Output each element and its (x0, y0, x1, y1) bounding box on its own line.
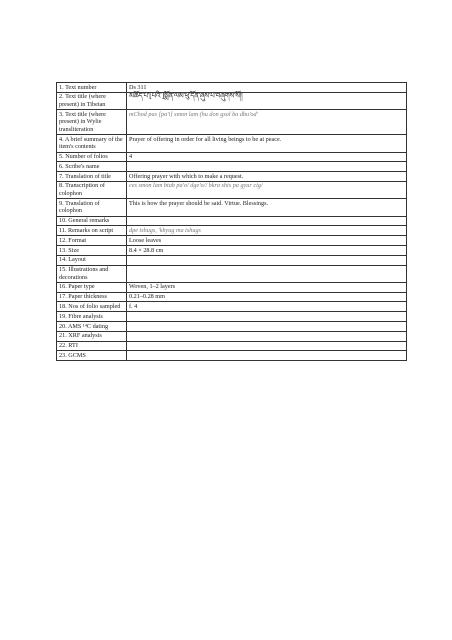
field-label: 15. Illustrations and decorations (57, 265, 127, 282)
field-label: 21. XRF analysis (57, 331, 127, 341)
table-row (57, 162, 407, 172)
field-value: mChod pas [pa'i] smon lam (hu don gsol ba dbu'od' (127, 110, 407, 135)
field-value: མཆོད་པ་[པའི་]སྨོན་ལམ་ཕུ་དོན་ཞུས་པ་བཞུགས་སོ།། (127, 92, 407, 109)
field-label: 4. A brief summary of the item's contents (57, 135, 127, 152)
table-row (57, 351, 407, 361)
field-label: 8. Transcription of colophon (57, 181, 127, 198)
table-row (57, 282, 407, 292)
table-row (57, 199, 407, 216)
field-value: This is how the prayer should be said. Virtue. Blessings. (127, 199, 407, 216)
table-row (57, 181, 407, 198)
table-row (57, 265, 407, 282)
field-label: 17. Paper thickness (57, 292, 127, 302)
field-value (127, 351, 407, 361)
field-label: 16. Paper type (57, 282, 127, 292)
table-row (57, 255, 407, 265)
table-row (57, 110, 407, 135)
catalogue-table-body (57, 83, 407, 361)
field-value: f. 4 (127, 302, 407, 312)
field-value (127, 216, 407, 226)
field-label: 9. Translation of colophon (57, 199, 127, 216)
field-value (127, 255, 407, 265)
field-value (127, 312, 407, 322)
table-row (57, 236, 407, 246)
field-value: Loose leaves (127, 236, 407, 246)
field-value: 8.4 × 28.8 cm (127, 245, 407, 255)
field-label: 23. GCMS (57, 351, 127, 361)
field-label: 20. AMS ¹⁴C dating (57, 322, 127, 332)
field-value: 0.21–0.28 mm (127, 292, 407, 302)
field-label: 22. RTI (57, 341, 127, 351)
table-row (57, 135, 407, 152)
catalogue-table (56, 82, 407, 361)
table-row (57, 312, 407, 322)
field-value: Prayer of offering in order for all living beings to be at peace. (127, 135, 407, 152)
field-value: 4 (127, 152, 407, 162)
field-value (127, 265, 407, 282)
field-label: 1. Text number (57, 83, 127, 93)
field-value (127, 341, 407, 351)
field-label: 5. Number of folios (57, 152, 127, 162)
field-label: 11. Remarks on script (57, 226, 127, 236)
field-label: 10. General remarks (57, 216, 127, 226)
field-label: 14. Layout (57, 255, 127, 265)
table-row (57, 341, 407, 351)
table-row (57, 83, 407, 93)
field-label: 12. Format (57, 236, 127, 246)
field-value: Ds 311 (127, 83, 407, 93)
field-label: 18. Nos of folio sampled (57, 302, 127, 312)
table-row (57, 216, 407, 226)
table-row (57, 92, 407, 109)
field-label: 13. Size (57, 245, 127, 255)
field-value (127, 322, 407, 332)
table-row (57, 172, 407, 182)
field-value: dpe tshugs, 'khyug ma tshugs (127, 226, 407, 236)
table-row (57, 331, 407, 341)
field-value (127, 331, 407, 341)
table-row (57, 322, 407, 332)
table-row (57, 302, 407, 312)
field-label: 7. Translation of title (57, 172, 127, 182)
table-row (57, 292, 407, 302)
table-row (57, 245, 407, 255)
field-label: 3. Text title (where present) in Wylie transliteration (57, 110, 127, 135)
field-label: 19. Fibre analysis (57, 312, 127, 322)
field-value: Woven, 1–2 layers (127, 282, 407, 292)
field-value (127, 162, 407, 172)
table-row (57, 226, 407, 236)
field-label: 6. Scribe's name (57, 162, 127, 172)
field-value: ces smon lam btab pa'o/ dge'o// bkra shis pa gyur cig/ (127, 181, 407, 198)
table-row (57, 152, 407, 162)
field-label: 2. Text title (where present) in Tibetan (57, 92, 127, 109)
field-value: Offering prayer with which to make a request. (127, 172, 407, 182)
